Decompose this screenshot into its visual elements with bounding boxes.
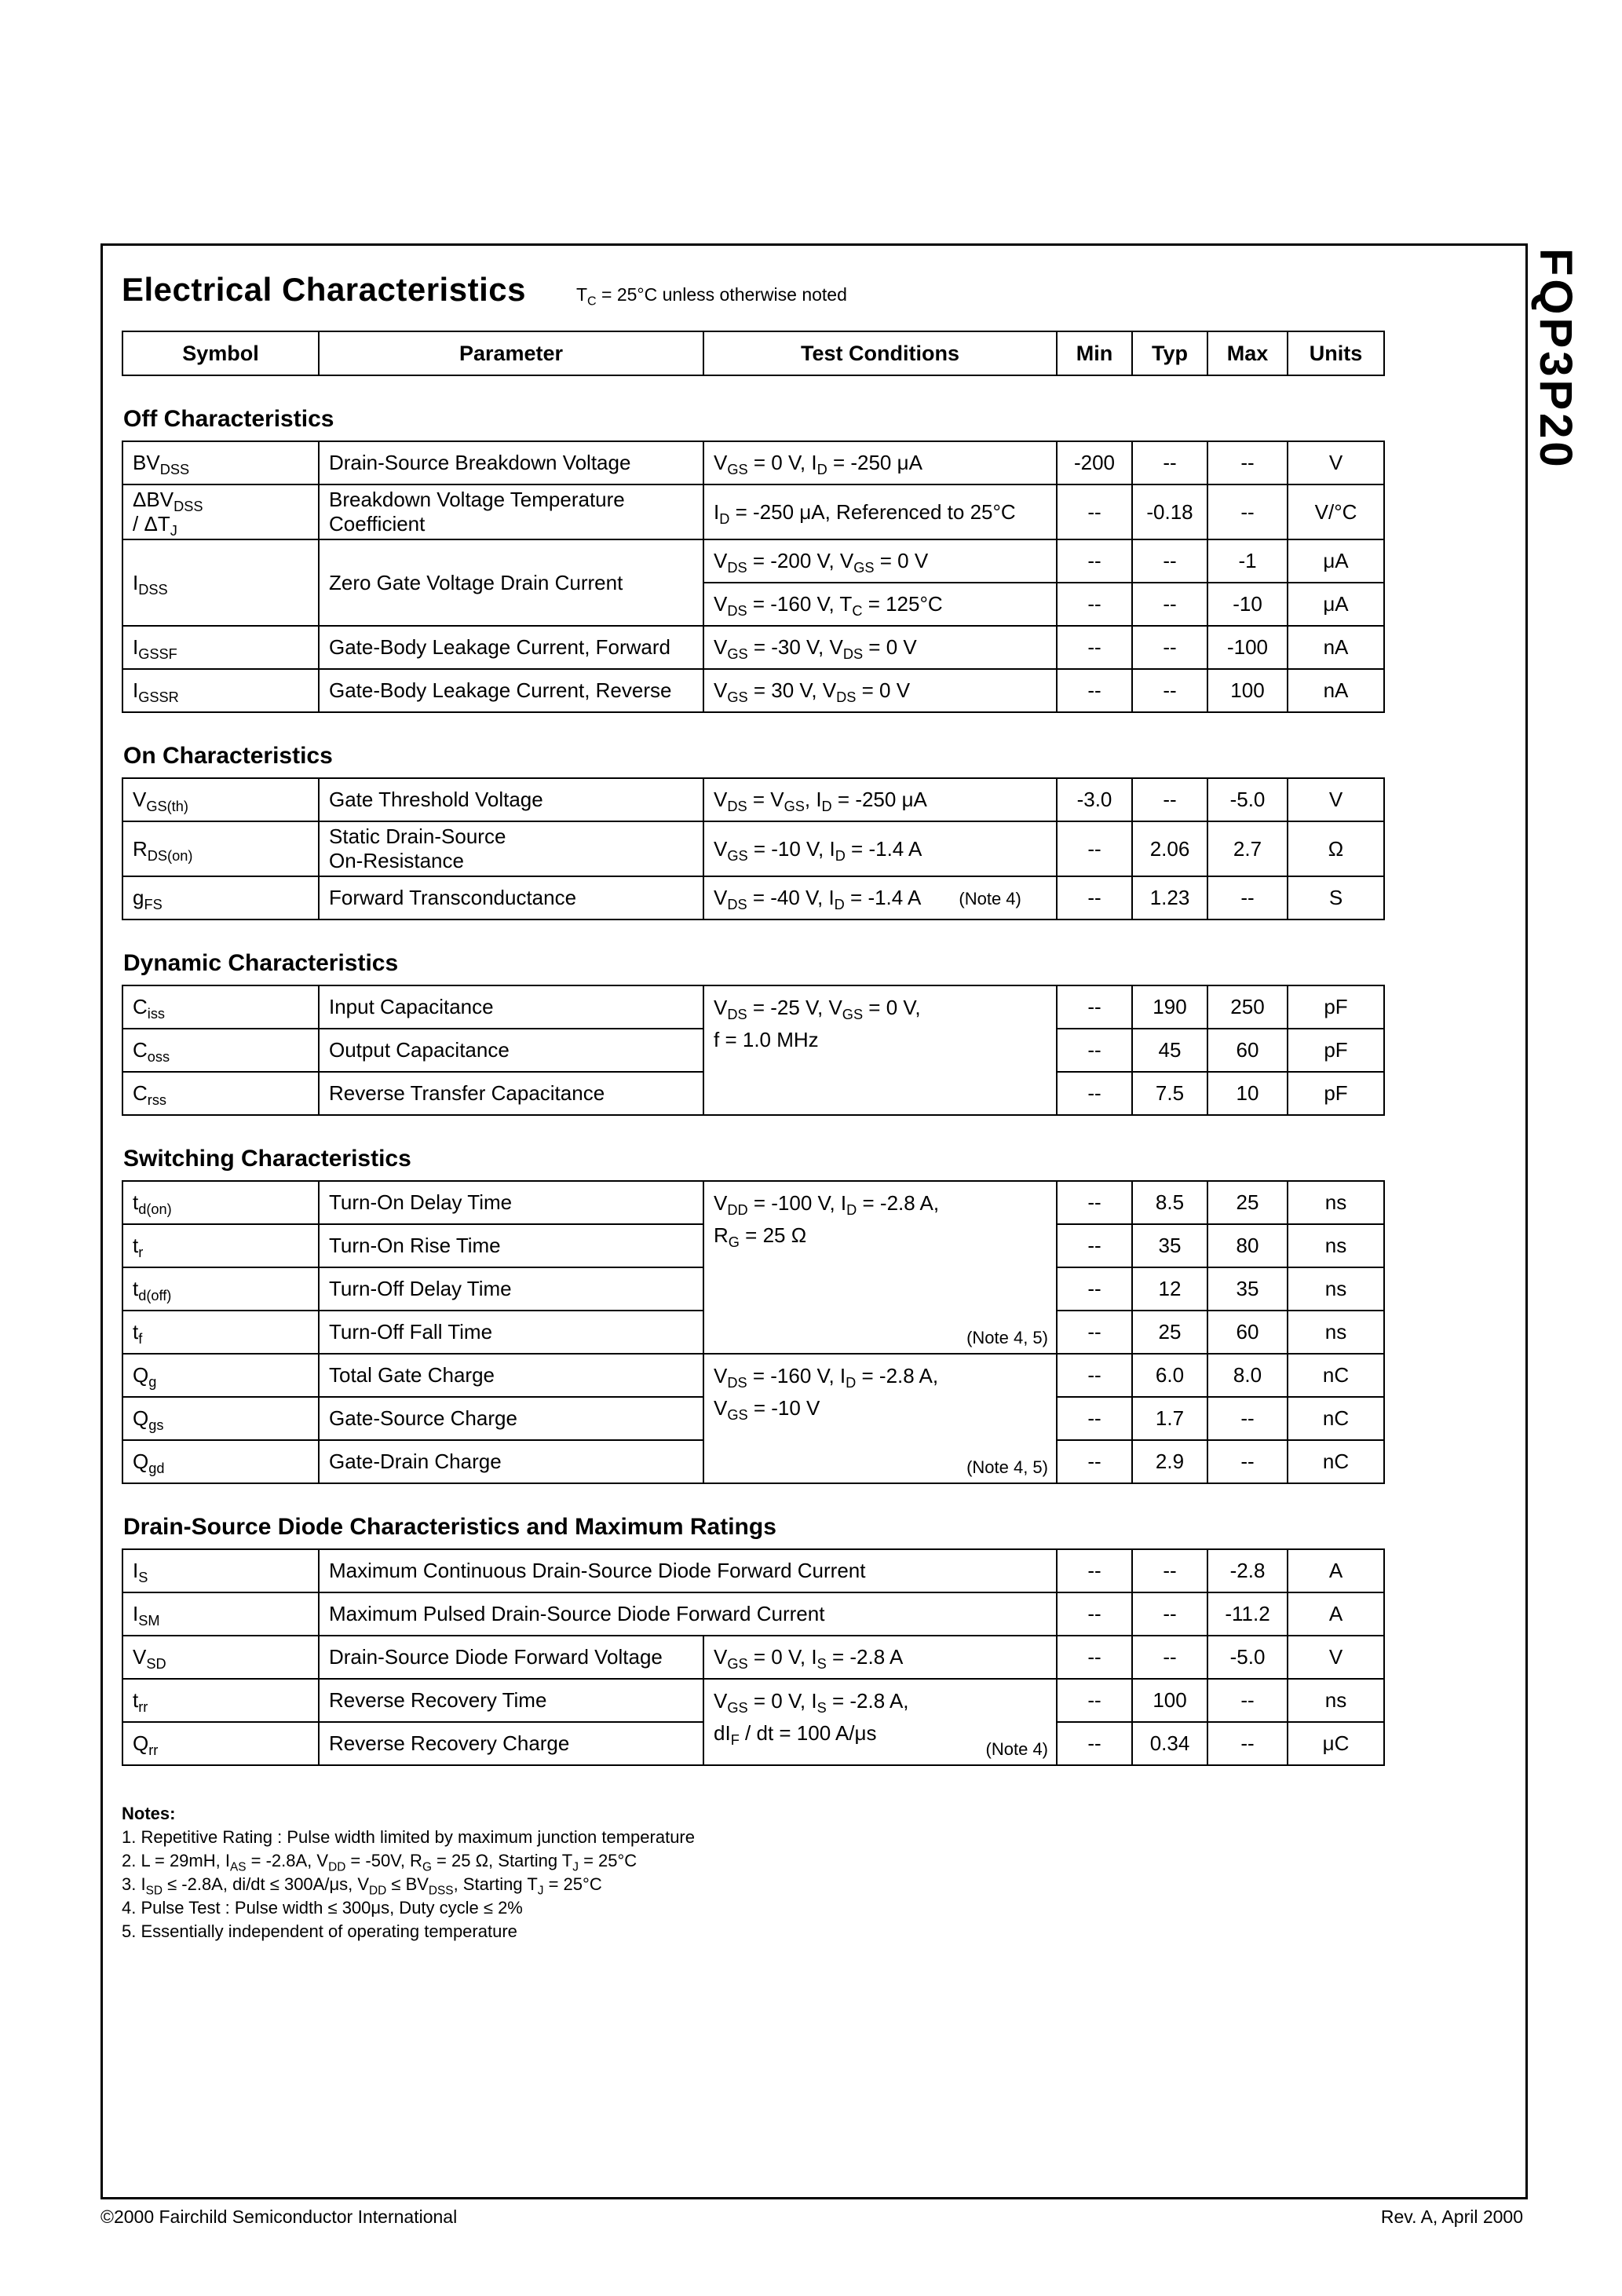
min-cell: -- [1057,484,1132,539]
conditions-cell: $V_{GS} = -30$ V, $V_{DS} = 0$ V [703,626,1057,669]
conditions-cell: $V_{DS} = -25$ V, $V_{GS} = 0$ V, f = 1.0 MHz [703,985,1057,1115]
max-cell: 25 [1207,1181,1288,1224]
conditions-cell: $V_{DS} = -160$ V, $T_C = 125^\circ C$ [703,583,1057,626]
characteristics-table [122,1180,1385,1484]
max-cell: -2.8 [1207,1549,1288,1592]
min-cell: -- [1057,1311,1132,1354]
note-item: 4. Pulse Test : Pulse width ≤ 300μs, Duty cycle ≤ 2% [122,1898,523,1918]
min-cell: -- [1057,1636,1132,1679]
sections [122,406,1525,1766]
table-row [122,669,1384,712]
typ-cell: -- [1132,441,1207,484]
max-cell: 100 [1207,669,1288,712]
column-header: Symbol [122,331,319,375]
typ-cell: 45 [1132,1029,1207,1072]
min-cell: -- [1057,539,1132,583]
typ-cell: -- [1132,1636,1207,1679]
parameter-cell: Gate-Drain Charge [319,1440,703,1483]
section-title: Dynamic Characteristics [123,950,399,976]
typ-cell: 0.34 [1132,1722,1207,1765]
units-cell: ns [1288,1679,1384,1722]
typ-cell: 1.7 [1132,1397,1207,1440]
table-header [122,331,1385,376]
notes-list [122,1826,1525,1943]
conditions-cell: $V_{GS} = 0$ V, $I_D = -250$ μA [703,441,1057,484]
typ-cell: -- [1132,1549,1207,1592]
column-header: Parameter [319,331,703,375]
typ-cell: 2.9 [1132,1440,1207,1483]
conditions-cell: $V_{DD} = -100$ V, $I_D = -2.8$ A, $R_G = 25$ Ω (Note 4, 5) [703,1181,1057,1354]
parameter-cell: Maximum Pulsed Drain-Source Diode Forward Current [319,1592,1057,1636]
parameter-cell: Gate-Body Leakage Current, Forward [319,626,703,669]
parameter-cell: Static Drain-Source On-Resistance [319,821,703,876]
typ-cell: -- [1132,583,1207,626]
conditions-cell: $V_{DS} = -160$ V, $I_D = -2.8$ A, $V_{GS} = -10$ V (Note 4, 5) [703,1354,1057,1483]
symbol-cell: $I_S$ [122,1549,319,1592]
column-header: Typ [1132,331,1207,375]
parameter-cell: Turn-Off Delay Time [319,1267,703,1311]
units-cell: Ω [1288,821,1384,876]
max-cell: -5.0 [1207,778,1288,821]
units-cell: μA [1288,583,1384,626]
symbol-cell: $t_f$ [122,1311,319,1354]
note-ref: (Note 4, 5) [966,1457,1048,1477]
max-cell: 8.0 [1207,1354,1288,1397]
note-ref: (Note 4) [959,888,1021,909]
typ-cell: 2.06 [1132,821,1207,876]
max-cell: -- [1207,876,1288,919]
symbol-cell: $V_{GS(th)}$ [122,778,319,821]
units-cell: nC [1288,1440,1384,1483]
min-cell: -- [1057,1181,1132,1224]
typ-cell: 35 [1132,1224,1207,1267]
characteristics-table [122,441,1385,713]
symbol-cell: $R_{DS(on)}$ [122,821,319,876]
symbol-cell: $\Delta BV_{DSS}$ / $\Delta T_J$ [122,484,319,539]
parameter-cell: Drain-Source Breakdown Voltage [319,441,703,484]
table-row [122,1181,1384,1224]
symbol-cell: $I_{DSS}$ [122,539,319,626]
column-header: Max [1207,331,1288,375]
symbol-cell: $Q_{gd}$ [122,1440,319,1483]
max-cell: -- [1207,1722,1288,1765]
section-block [122,1514,1525,1766]
symbol-cell: $Q_{rr}$ [122,1722,319,1765]
max-cell: -- [1207,1397,1288,1440]
table-row [122,539,1384,583]
section-block [122,406,1525,713]
section-title: Off Characteristics [123,406,334,432]
notes-title: Notes: [122,1804,176,1823]
min-cell: -- [1057,1722,1132,1765]
units-cell: V/°C [1288,484,1384,539]
max-cell: 10 [1207,1072,1288,1115]
parameter-cell: Maximum Continuous Drain-Source Diode Forward Current [319,1549,1057,1592]
max-cell: -1 [1207,539,1288,583]
units-cell: nA [1288,626,1384,669]
parameter-cell: Turn-On Rise Time [319,1224,703,1267]
min-cell: -- [1057,1397,1132,1440]
note-item: 2. L = 29mH, $I_{AS} = -2.8A$, $V_{DD} = -50V$, $R_G = 25$ Ω, Starting $T_J = 25^\circ C$ [122,1851,637,1874]
symbol-cell: $I_{SM}$ [122,1592,319,1636]
min-cell: -- [1057,1224,1132,1267]
max-cell: 60 [1207,1029,1288,1072]
section-block [122,950,1525,1116]
min-cell: -- [1057,1440,1132,1483]
column-header: Min [1057,331,1132,375]
units-cell: nC [1288,1354,1384,1397]
note-ref: (Note 4) [985,1739,1049,1759]
typ-cell: 190 [1132,985,1207,1029]
symbol-cell: $t_r$ [122,1224,319,1267]
parameter-cell: Input Capacitance [319,985,703,1029]
min-cell: -- [1057,985,1132,1029]
conditions-cell: $I_D = -250$ μA, Referenced to 25°C [703,484,1057,539]
section-block [122,1146,1525,1484]
units-cell: μA [1288,539,1384,583]
min-cell: -- [1057,1592,1132,1636]
symbol-cell: $t_{d(on)}$ [122,1181,319,1224]
section-block [122,743,1525,920]
note-item: 1. Repetitive Rating : Pulse width limited by maximum junction temperature [122,1827,695,1847]
max-cell: 2.7 [1207,821,1288,876]
section-title: Drain-Source Diode Characteristics and Maximum Ratings [123,1514,776,1540]
symbol-cell: $Q_{gs}$ [122,1397,319,1440]
column-header: Units [1288,331,1384,375]
table-row [122,626,1384,669]
symbol-cell: $g_{FS}$ [122,876,319,919]
symbol-cell: $I_{GSSR}$ [122,669,319,712]
units-cell: V [1288,778,1384,821]
units-cell: pF [1288,1029,1384,1072]
table-row [122,1636,1384,1679]
parameter-cell: Drain-Source Diode Forward Voltage [319,1636,703,1679]
symbol-cell: $t_{d(off)}$ [122,1267,319,1311]
typ-cell: 7.5 [1132,1072,1207,1115]
column-header: Test Conditions [703,331,1057,375]
conditions-cell: $V_{DS} = -40$ V, $I_D = -1.4$ A (Note 4) [703,876,1057,919]
symbol-cell: $C_{rss}$ [122,1072,319,1115]
symbol-cell: $Q_g$ [122,1354,319,1397]
max-cell: -- [1207,484,1288,539]
parameter-cell: Reverse Recovery Charge [319,1722,703,1765]
units-cell: ns [1288,1267,1384,1311]
max-cell: 250 [1207,985,1288,1029]
parameter-cell: Total Gate Charge [319,1354,703,1397]
typ-cell: 6.0 [1132,1354,1207,1397]
page-frame [100,243,1528,2199]
conditions-cell: $V_{GS} = -10$ V, $I_D = -1.4$ A [703,821,1057,876]
min-cell: -- [1057,1549,1132,1592]
parameter-cell: Zero Gate Voltage Drain Current [319,539,703,626]
min-cell: -- [1057,876,1132,919]
min-cell: -- [1057,821,1132,876]
note-ref: (Note 4, 5) [966,1328,1048,1347]
table-row [122,985,1384,1029]
part-number-tab: FQP3P20 [1530,248,1581,470]
parameter-cell: Forward Transconductance [319,876,703,919]
page-content [103,246,1525,1943]
conditions-cell: $V_{GS} = 0$ V, $I_S = -2.8$ A [703,1636,1057,1679]
table-row [122,1354,1384,1397]
typ-cell: -- [1132,539,1207,583]
parameter-cell: Reverse Transfer Capacitance [319,1072,703,1115]
parameter-cell: Turn-On Delay Time [319,1181,703,1224]
units-cell: A [1288,1592,1384,1636]
table-row [122,876,1384,919]
revision-text: Rev. A, April 2000 [1380,2206,1523,2227]
max-cell: -100 [1207,626,1288,669]
min-cell: -3.0 [1057,778,1132,821]
min-cell: -- [1057,583,1132,626]
min-cell: -- [1057,1679,1132,1722]
table-row [122,821,1384,876]
table-row [122,1679,1384,1722]
note-item: 3. $I_{SD} \le -2.8A$, di/dt ≤ 300A/μs, $V_{DD} \le BV_{DSS}$, Starting $T_J = 25^\circ C$ [122,1874,602,1898]
max-cell: -5.0 [1207,1636,1288,1679]
typ-cell: 12 [1132,1267,1207,1311]
table-row [122,1549,1384,1592]
typ-cell: 25 [1132,1311,1207,1354]
copyright-text: ©2000 Fairchild Semiconductor International [100,2206,458,2227]
units-cell: A [1288,1549,1384,1592]
min-cell: -- [1057,669,1132,712]
section-title: Switching Characteristics [123,1146,411,1172]
symbol-cell: $V_{SD}$ [122,1636,319,1679]
units-cell: V [1288,1636,1384,1679]
parameter-cell: Gate Threshold Voltage [319,778,703,821]
conditions-cell: $V_{DS} = V_{GS}$, $I_D = -250$ μA [703,778,1057,821]
title-condition-note: $T_C = 25^\circ C$ unless otherwise noted [575,284,847,309]
characteristics-table [122,1548,1385,1766]
title-row [122,271,1525,309]
max-cell: 35 [1207,1267,1288,1311]
min-cell: -- [1057,1267,1132,1311]
conditions-cell: $V_{GS} = 30$ V, $V_{DS} = 0$ V [703,669,1057,712]
units-cell: μC [1288,1722,1384,1765]
parameter-cell: Reverse Recovery Time [319,1679,703,1722]
typ-cell: 100 [1132,1679,1207,1722]
notes [122,1802,1525,1943]
page-title: Electrical Characteristics [122,271,526,308]
max-cell: 80 [1207,1224,1288,1267]
units-cell: V [1288,441,1384,484]
min-cell: -- [1057,626,1132,669]
table-row [122,441,1384,484]
note-item: 5. Essentially independent of operating temperature [122,1921,517,1941]
symbol-cell: $C_{oss}$ [122,1029,319,1072]
max-cell: -- [1207,441,1288,484]
typ-cell: -0.18 [1132,484,1207,539]
min-cell: -- [1057,1354,1132,1397]
units-cell: S [1288,876,1384,919]
max-cell: -- [1207,1679,1288,1722]
table-header-row [122,331,1384,375]
max-cell: -- [1207,1440,1288,1483]
min-cell: -200 [1057,441,1132,484]
symbol-cell: $C_{iss}$ [122,985,319,1029]
min-cell: -- [1057,1072,1132,1115]
units-cell: ns [1288,1311,1384,1354]
units-cell: pF [1288,985,1384,1029]
min-cell: -- [1057,1029,1132,1072]
max-cell: -11.2 [1207,1592,1288,1636]
parameter-cell: Gate-Source Charge [319,1397,703,1440]
footer [100,2206,1523,2228]
section-title: On Characteristics [123,743,333,769]
parameter-cell: Turn-Off Fall Time [319,1311,703,1354]
units-cell: nA [1288,669,1384,712]
parameter-cell: Output Capacitance [319,1029,703,1072]
characteristics-table [122,777,1385,920]
table-row [122,484,1384,539]
units-cell: pF [1288,1072,1384,1115]
parameter-cell: Breakdown Voltage Temperature Coefficient [319,484,703,539]
table-row [122,1592,1384,1636]
table-row [122,778,1384,821]
parameter-cell: Gate-Body Leakage Current, Reverse [319,669,703,712]
max-cell: 60 [1207,1311,1288,1354]
typ-cell: -- [1132,669,1207,712]
max-cell: -10 [1207,583,1288,626]
typ-cell: 8.5 [1132,1181,1207,1224]
conditions-cell: $V_{GS} = 0$ V, $I_S = -2.8$ A, $dI_F$ / dt = 100 A/μs (Note 4) [703,1679,1057,1765]
symbol-cell: $I_{GSSF}$ [122,626,319,669]
typ-cell: -- [1132,626,1207,669]
units-cell: nC [1288,1397,1384,1440]
units-cell: ns [1288,1224,1384,1267]
characteristics-table [122,985,1385,1116]
symbol-cell: $BV_{DSS}$ [122,441,319,484]
units-cell: ns [1288,1181,1384,1224]
typ-cell: -- [1132,1592,1207,1636]
typ-cell: 1.23 [1132,876,1207,919]
symbol-cell: $t_{rr}$ [122,1679,319,1722]
conditions-cell: $V_{DS} = -200$ V, $V_{GS} = 0$ V [703,539,1057,583]
typ-cell: -- [1132,778,1207,821]
